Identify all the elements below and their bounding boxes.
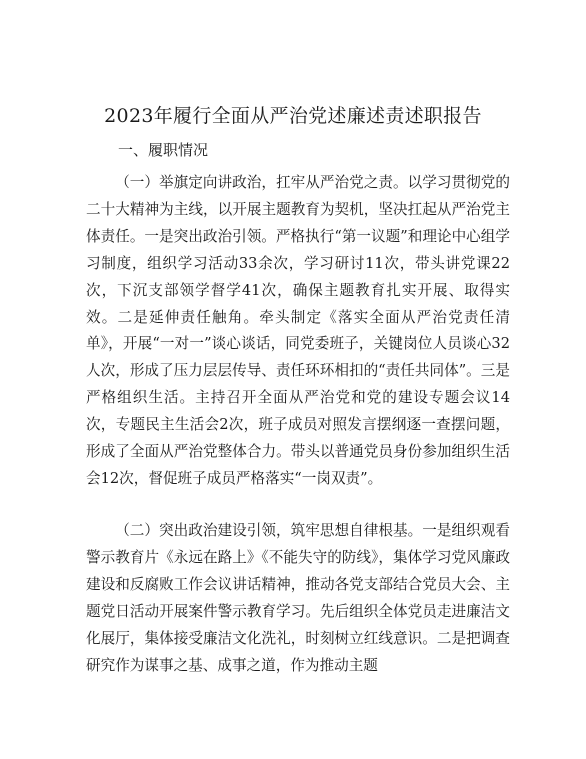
section-heading: 一、履职情况 — [118, 141, 209, 159]
document-title: 2023年履行全面从严治党述廉述责述职报告 — [104, 105, 482, 127]
paragraph-1: （一）举旗定向讲政治，扛牢从严治党之责。以学习贯彻党的二十大精神为主线，以开展主题教育为契机，坚决扛起从严治党主体责任。一是突出政治引领。严格执行“第一议题”和理论中心组学习制度，组织学习活动33余次，学习研讨11次，带头讲党课22次，下沉支部领学督学41次，确保主题教育扎实开展、取得实效。二是延伸责任触角。牵头制定《落实全面从严治党责任清单》，开展“一对一”谈心谈话，同党委班子，关键岗位人员谈心32人次，形成了压力层层传导、责任环环相扣的“责任共同体”。三是严格组织生活。主持召开全面从严治党和党的建设专题会议14次，专题民主生活会2次，班子成员对照发言摆纲逐一查摆问题，形成了全面从严治党整体合力。带头以普通党员身份参加组织生活会12次，督促班子成员严格落实“一岗双责”。 — [86, 174, 510, 487]
paragraph-2: （二）突出政治建设引领，筑牢思想自律根基。一是组织观看警示教育片《永远在路上》《不能失守的防线》，集体学习党风廉政建设和反腐败工作会议讲话精神，推动各党支部结合党员大会、主题党日活动开展案件警示教育学习。先后组织全体党员走进廉洁文化展厅，集体接受廉洁文化洗礼，时刻树立红线意识。二是把调查研究作为谋事之基、成事之道，作为推动主题 — [86, 522, 510, 674]
